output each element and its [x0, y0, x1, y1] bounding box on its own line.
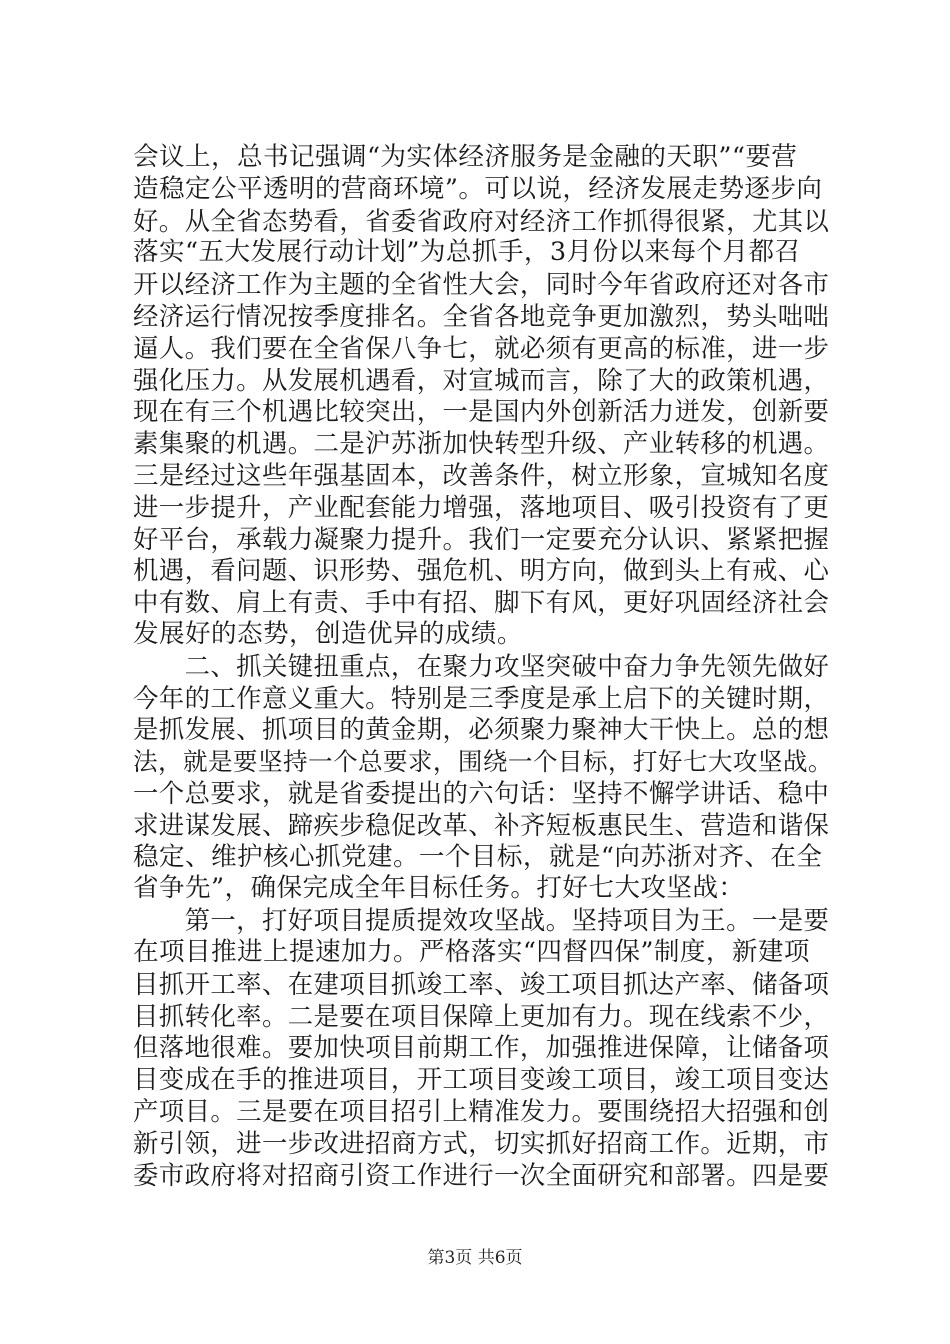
- text-line: 三是经过这些年强基固本，改善条件，树立形象，宣城知名度: [133, 459, 830, 490]
- text-line: 素集聚的机遇。二是沪苏浙加快转型升级、产业转移的机遇。: [133, 428, 830, 459]
- text-line: 第一，打好项目提质提效攻坚战。坚持项目为王。一是要: [133, 905, 830, 936]
- text-line: 发展好的态势，创造优异的成绩。: [133, 618, 523, 649]
- text-line: 现在有三个机遇比较突出，一是国内外创新活力迸发，创新要: [133, 396, 830, 427]
- text-line: 一个总要求，就是省委提出的六句话：坚持不懈学讲话、稳中: [133, 777, 830, 808]
- text-line: 目变成在手的推进项目，开工项目变竣工项目，竣工项目变达: [133, 1064, 830, 1095]
- text-line: 好平台，承载力凝聚力提升。我们一定要充分认识、紧紧把握: [133, 523, 830, 554]
- text-line: 省争先”，确保完成全年目标任务。打好七大攻坚战：: [133, 873, 745, 904]
- text-line: 中有数、肩上有责、手中有招、脚下有风，更好巩固经济社会: [133, 587, 830, 618]
- text-line: 求进谋发展、蹄疾步稳促改革、补齐短板惠民生、营造和谐保: [133, 809, 830, 840]
- text-line: 是抓发展、抓项目的黄金期，必须聚力聚神大干快上。总的想: [133, 714, 830, 745]
- text-line: 产项目。三是要在项目招引上精准发力。要围绕招大招强和创: [133, 1095, 830, 1126]
- text-line: 二、抓关键扭重点，在聚力攻坚突破中奋力争先领先做好: [133, 650, 830, 681]
- text-line: 目抓转化率。二是要在项目保障上更加有力。现在线索不少，: [133, 1000, 830, 1031]
- text-line: 但落地很难。要加快项目前期工作，加强推进保障，让储备项: [133, 1032, 830, 1063]
- body-text: [133, 142, 833, 1191]
- text-line: 新引领，进一步改进招商方式，切实抓好招商工作。近期，市: [133, 1127, 830, 1158]
- text-line: 强化压力。从发展机遇看，对宣城而言，除了大的政策机遇，: [133, 364, 830, 395]
- text-line: 经济运行情况按季度排名。全省各地竞争更加激烈，势头咄咄: [133, 300, 830, 331]
- text-line: 开以经济工作为主题的全省性大会，同时今年省政府还对各市: [133, 269, 830, 300]
- text-line: 造稳定公平透明的营商环境”。可以说，经济发展走势逐步向: [133, 173, 823, 204]
- text-line: 目抓开工率、在建项目抓竣工率、竣工项目抓达产率、储备项: [133, 968, 830, 999]
- text-line: 法，就是要坚持一个总要求，围绕一个目标，打好七大攻坚战。: [133, 747, 833, 777]
- page-footer: 第3页 共6页: [427, 1248, 523, 1268]
- text-line: 好。从全省态势看，省委省政府对经济工作抓得很紧，尤其以: [133, 205, 830, 236]
- text-line: 今年的工作意义重大。特别是三季度是承上启下的关键时期，: [133, 682, 830, 713]
- text-line: 进一步提升，产业配套能力增强，落地项目、吸引投资有了更: [133, 491, 830, 522]
- text-line: 落实“五大发展行动计划”为总抓手，3月份以来每个月都召: [133, 237, 801, 268]
- text-line: 委市政府将对招商引资工作进行一次全面研究和部署。四是要: [133, 1159, 830, 1190]
- text-line: 逼人。我们要在全省保八争七，就必须有更高的标准，进一步: [133, 332, 830, 363]
- text-line: 稳定、维护核心抓党建。一个目标，就是“向苏浙对齐、在全: [133, 841, 823, 872]
- text-line: 会议上，总书记强调“为实体经济服务是金融的天职”“要营: [133, 142, 798, 172]
- text-line: 在项目推进上提速加力。严格落实“四督四保”制度，新建项: [133, 936, 810, 967]
- text-line: 机遇，看问题、识形势、强危机、明方向，做到头上有戒、心: [133, 555, 830, 586]
